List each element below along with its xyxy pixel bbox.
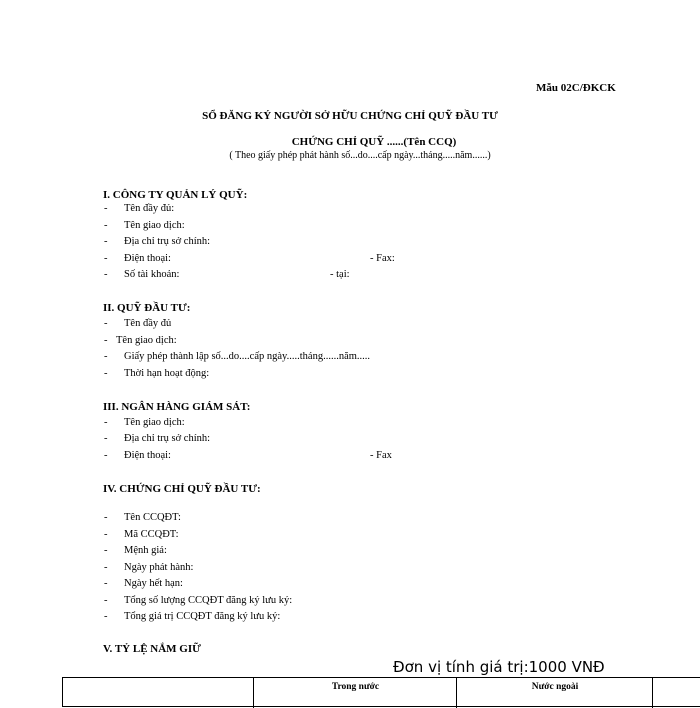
list-item: - Tên đầy đủ [104,318,172,329]
list-item: - Điện thoại: [104,253,171,264]
bank-at-label: - tại: [330,269,350,280]
list-item: - Tên CCQĐT: [104,512,181,523]
list-item: - Thời hạn hoạt động: [104,368,210,379]
list-item: - Tên giao dịch: [104,417,185,428]
list-item: - Số tài khoản: [104,269,180,280]
section-2-heading: II. QUỸ ĐẦU TƯ: [103,302,191,314]
list-item: - Tổng số lượng CCQĐT đăng ký lưu ký: [104,595,293,606]
form-code: Mẫu 02C/ĐKCK [536,82,616,94]
section-1-heading: I. CÔNG TY QUẢN LÝ QUỸ: [103,189,248,201]
list-item: - Ngày phát hành: [104,562,194,573]
column-header-domestic: Trong nước [331,682,380,692]
table-cell-blank [63,678,254,708]
document-title: SỔ ĐĂNG KÝ NGƯỜI SỞ HỮU CHỨNG CHỈ QUỸ ĐẦU TƯ [202,110,498,122]
license-line: ( Theo giấy phép phát hành số...do....cấp ngày...tháng.....năm......) [229,150,491,161]
list-item: - Tên giao dịch: [104,335,177,346]
list-item: - Địa chỉ trụ sở chính: [104,236,211,247]
list-item: - Tên giao dịch: [104,220,185,231]
list-item: - Địa chỉ trụ sở chính: [104,433,211,444]
list-item: - Tên đầy đủ: [104,203,175,214]
table-cell-foreign [457,678,653,708]
holding-ratio-table [62,677,700,707]
table-cell-domestic [254,678,457,708]
document-subtitle: CHỨNG CHỈ QUỸ ......(Tên CCQ) [291,136,457,148]
fax-label: - Fax: [370,253,395,264]
list-item: - Mã CCQĐT: [104,529,179,540]
section-3-heading: III. NGÂN HÀNG GIÁM SÁT: [103,401,251,413]
list-item: - Tổng giá trị CCQĐT đăng ký lưu ký: [104,611,281,622]
section-5-heading: V. TỶ LỆ NẮM GIỮ [103,643,201,655]
list-item: - Mệnh giá: [104,545,167,556]
list-item: - Điện thoại: [104,450,171,461]
unit-note: Đơn vị tính giá trị:1000 VNĐ [393,658,605,676]
fax-label: - Fax [370,450,392,461]
section-4-heading: IV. CHỨNG CHỈ QUỸ ĐẦU TƯ: [103,483,261,495]
column-header-foreign: Nước ngoài [531,682,579,692]
list-item: - Giấy phép thành lập số...do....cấp ngày.....tháng......năm..... [104,351,371,362]
list-item: - Ngày hết hạn: [104,578,183,589]
